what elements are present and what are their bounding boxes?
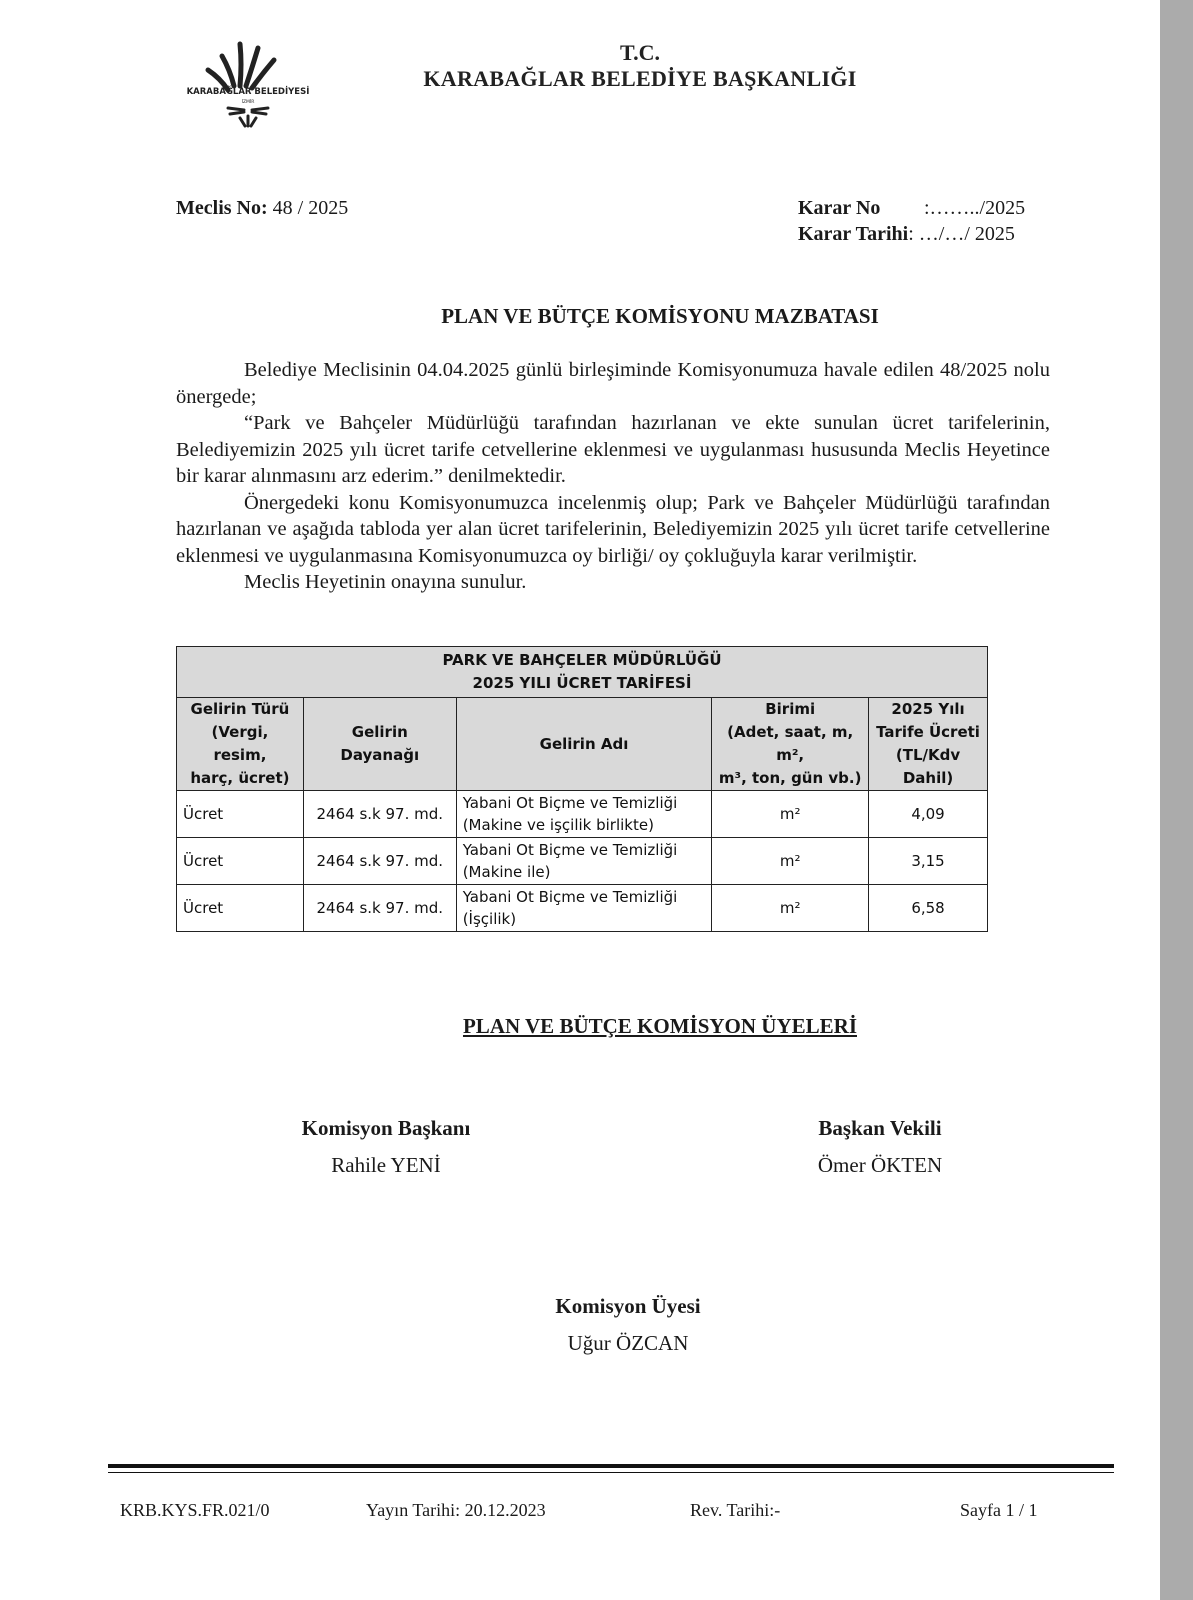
footer-revision-date: Rev. Tarihi:-: [690, 1500, 781, 1520]
header-type-line2: (Vergi, resim,: [211, 723, 269, 764]
municipality-logo: [178, 30, 318, 140]
cell-name-line1: Yabani Ot Biçme ve Temizliği: [462, 841, 678, 859]
table-title: [177, 647, 988, 698]
cell-name: [456, 791, 712, 838]
header-fee: [869, 698, 988, 791]
cell-unit: m²: [712, 885, 869, 932]
logo-emblem-icon: [178, 30, 318, 140]
header-unit-line1: Birimi: [765, 700, 816, 718]
footer-form-code: KRB.KYS.FR.021/0: [120, 1500, 270, 1520]
table-header-row: [177, 698, 988, 791]
header-unit-line2: (Adet, saat, m,: [727, 723, 854, 741]
header-revenue-type: [177, 698, 304, 791]
cell-type: Ücret: [177, 838, 304, 885]
signature-member-role: Komisyon Üyesi: [555, 1294, 701, 1318]
signature-vice-chair: [760, 1116, 1000, 1178]
paragraph-2: “Park ve Bahçeler Müdürlüğü tarafından hazırlanan ve ekte sunulan ücret tarifelerinin, Belediyemizin 2025 yılı ücret tarife cetvellerine eklenmesi ve uygulanması hususunda Meclis Heyetince bir karar alınmasını arz ederim.” denilmektedir.: [176, 412, 1050, 487]
footer-divider-thin: [108, 1472, 1114, 1473]
table-title-row: [177, 647, 988, 698]
header-tc: T.C.: [620, 40, 660, 65]
signature-member-name: Uğur ÖZCAN: [567, 1331, 689, 1355]
header-unit-line4: m³, ton, gün vb.): [718, 769, 862, 787]
cell-unit: m²: [712, 838, 869, 885]
document-body: [176, 357, 1050, 596]
cell-name-line2: (Makine ve işçilik birlikte): [462, 816, 654, 834]
signature-vice-chair-role: Başkan Vekili: [818, 1116, 942, 1140]
karar-tarihi-value: : …/…/ 2025: [908, 223, 1015, 245]
header-unit: [712, 698, 869, 791]
logo-subtext: İZMİR: [241, 100, 255, 105]
karar-no-value: :……../2025: [924, 197, 1026, 219]
cell-name-line2: (İşçilik): [462, 910, 517, 928]
meclis-no: [176, 197, 348, 220]
table-row: [177, 885, 988, 932]
cell-name-line1: Yabani Ot Biçme ve Temizliği: [462, 888, 678, 906]
header-basis-line2: Dayanağı: [340, 746, 420, 764]
table-title-line1: PARK VE BAHÇELER MÜDÜRLÜĞÜ: [442, 651, 722, 669]
cell-fee: 3,15: [869, 838, 988, 885]
signature-chair-name: Rahile YENİ: [331, 1153, 441, 1177]
meclis-no-label: Meclis No:: [176, 197, 268, 219]
scan-edge-bar: [1160, 0, 1193, 1600]
header-unit-line3: m²,: [776, 746, 805, 764]
footer-publish-date: Yayın Tarihi: 20.12.2023: [366, 1500, 546, 1520]
cell-type: Ücret: [177, 885, 304, 932]
committee-title: PLAN VE BÜTÇE KOMİSYON ÜYELERİ: [462, 1014, 857, 1038]
header-fee-line3: (TL/Kdv: [895, 746, 961, 764]
header-organization: KARABAĞLAR BELEDİYE BAŞKANLIĞI: [423, 66, 857, 91]
header-type-line1: Gelirin Türü: [190, 700, 290, 718]
tariff-table: [176, 646, 988, 932]
cell-name-line2: (Makine ile): [462, 863, 551, 881]
signature-chair-role: Komisyon Başkanı: [301, 1116, 471, 1140]
header-fee-line1: 2025 Yılı: [891, 700, 965, 718]
footer-divider-thick: [108, 1464, 1114, 1468]
cell-name: [456, 838, 712, 885]
header-fee-line2: Tarife Ücreti: [876, 723, 980, 741]
cell-basis: 2464 s.k 97. md.: [303, 885, 456, 932]
paragraph-3: Önergedeki konu Komisyonumuzca incelenmiş olup; Park ve Bahçeler Müdürlüğü tarafından hazırlanan ve aşağıda tabloda yer alan ücret tarifelerinin, Belediyemizin 2025 yılı ücret tarife cetvellerine eklenmesi ve uygulanmasına Komisyonumuzca oy birliği/ oy çokluğuyla karar verilmiştir.: [176, 491, 1050, 567]
signature-member: [508, 1294, 748, 1356]
karar-tarihi: [798, 223, 1015, 246]
cell-name: [456, 885, 712, 932]
document-title: PLAN VE BÜTÇE KOMİSYONU MAZBATASI: [441, 304, 879, 328]
meclis-no-value: 48 / 2025: [267, 197, 349, 219]
footer-page-number: Sayfa 1 / 1: [960, 1500, 1038, 1520]
cell-fee: 4,09: [869, 791, 988, 838]
table-row: [177, 838, 988, 885]
cell-type: Ücret: [177, 791, 304, 838]
cell-basis: 2464 s.k 97. md.: [303, 838, 456, 885]
header-type-line3: harç, ücret): [190, 769, 290, 787]
karar-no: [798, 197, 1025, 220]
table-row: [177, 791, 988, 838]
table-title-line2: 2025 YILI ÜCRET TARİFESİ: [472, 674, 692, 692]
header-revenue-basis: [303, 698, 456, 791]
cell-unit: m²: [712, 791, 869, 838]
cell-fee: 6,58: [869, 885, 988, 932]
paragraph-4: Meclis Heyetinin onayına sunulur.: [244, 571, 527, 593]
karar-no-label: Karar No: [798, 197, 881, 219]
header-revenue-name: Gelirin Adı: [456, 698, 712, 791]
paragraph-1: Belediye Meclisinin 04.04.2025 günlü birleşiminde Komisyonumuza havale edilen 48/2025 nolu önergede;: [176, 359, 1050, 408]
header-basis-line1: Gelirin: [351, 723, 408, 741]
cell-name-line1: Yabani Ot Biçme ve Temizliği: [462, 794, 678, 812]
signature-chair: [266, 1116, 506, 1178]
logo-text: KARABAĞLAR BELEDİYESİ: [186, 87, 310, 97]
cell-basis: 2464 s.k 97. md.: [303, 791, 456, 838]
header-fee-line4: Dahil): [902, 769, 954, 787]
signature-vice-chair-name: Ömer ÖKTEN: [817, 1153, 943, 1177]
karar-tarihi-label: Karar Tarihi: [798, 223, 909, 245]
